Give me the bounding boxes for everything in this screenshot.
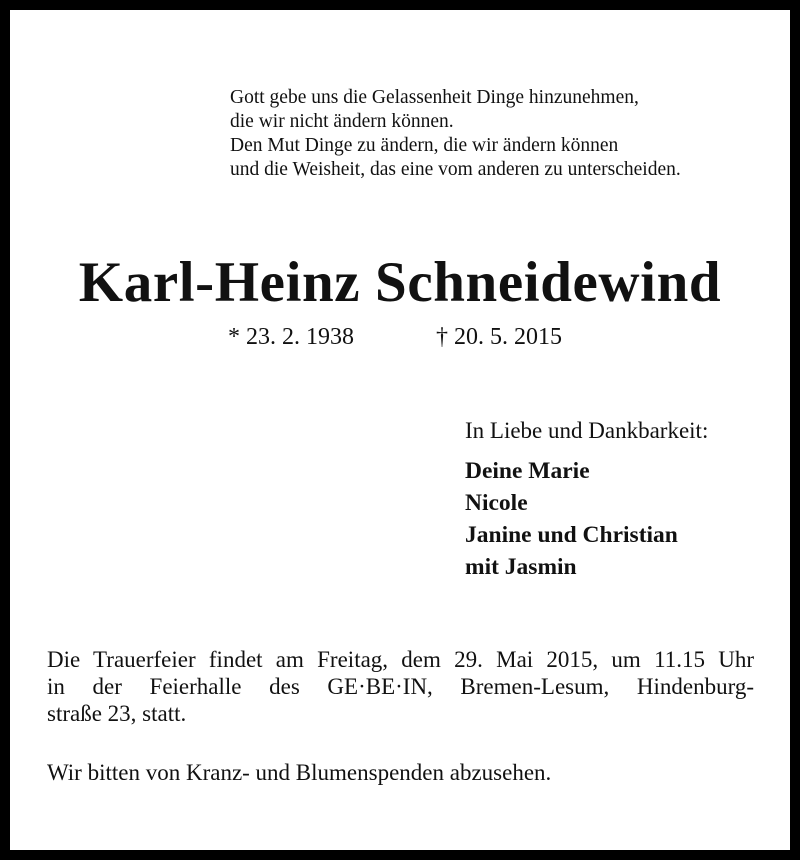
- mourner-name: mit Jasmin: [465, 554, 577, 580]
- quote-line: und die Weisheit, das eine vom anderen zu unterscheiden.: [230, 159, 681, 180]
- service-line: Die Trauerfeier findet am Freitag, dem 29. Mai 2015, um 11.15 Uhr: [47, 647, 754, 672]
- quote-line: die wir nicht ändern können.: [230, 111, 454, 132]
- quote-line: Den Mut Dinge zu ändern, die wir ändern können: [230, 135, 619, 156]
- serenity-prayer-quote: [230, 86, 681, 182]
- mourner-name: Deine Marie: [465, 458, 590, 484]
- service-line: in der Feierhalle des GE·BE·IN, Bremen-Lesum, Hindenburg-: [47, 674, 754, 699]
- funeral-service-notice: [47, 646, 754, 727]
- flowers-note: Wir bitten von Kranz- und Blumenspenden abzusehen.: [47, 760, 552, 785]
- birth-date: * 23. 2. 1938: [228, 324, 354, 350]
- mourner-name: Janine und Christian: [465, 522, 678, 548]
- deceased-name: Karl-Heinz Schneidewind: [78, 251, 722, 314]
- mourner-name: Nicole: [465, 490, 528, 516]
- death-date: † 20. 5. 2015: [436, 324, 562, 350]
- service-line: straße 23, statt.: [47, 701, 187, 726]
- mourners-list: [465, 455, 678, 583]
- mourners-intro: In Liebe und Dankbarkeit:: [465, 418, 709, 443]
- quote-line: Gott gebe uns die Gelassenheit Dinge hinzunehmen,: [230, 87, 639, 108]
